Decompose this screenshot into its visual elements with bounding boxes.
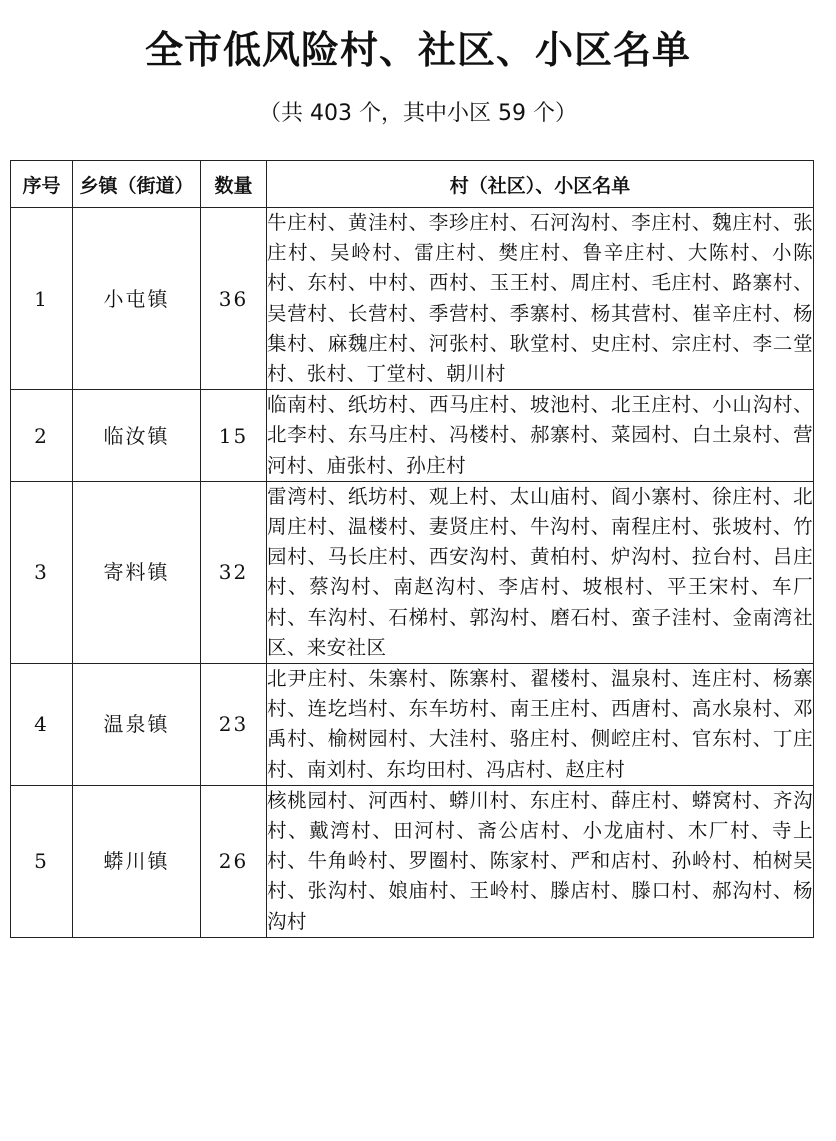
- column-header-index: 序号: [11, 161, 73, 208]
- row-index: 5: [11, 785, 73, 937]
- row-index: 3: [11, 481, 73, 663]
- table-row: [11, 785, 814, 937]
- row-names: 牛庄村、黄洼村、李珍庄村、石河沟村、李庄村、魏庄村、张庄村、吴岭村、雷庄村、樊庄村、鲁辛庄村、大陈村、小陈村、东村、中村、西村、玉王村、周庄村、毛庄村、路寨村、吴营村、长营村、季营村、季寨村、杨其营村、崔辛庄村、杨集村、麻魏庄村、河张村、耿堂村、史庄村、宗庄村、李二堂村、张村、丁堂村、朝川村: [267, 208, 814, 390]
- row-count: 36: [201, 208, 267, 390]
- table-header-row: [11, 161, 814, 208]
- row-town: 临汝镇: [73, 390, 201, 482]
- column-header-names: 村（社区）、小区名单: [267, 161, 814, 208]
- page-subtitle: （共 403 个，其中小区 59 个）: [259, 101, 577, 126]
- page-title: 全市低风险村、社区、小区名单: [144, 28, 691, 72]
- table-row: [11, 208, 814, 390]
- row-town: 寄料镇: [73, 481, 201, 663]
- row-town: 温泉镇: [73, 664, 201, 786]
- row-names: 北尹庄村、朱寨村、陈寨村、翟楼村、温泉村、连庄村、杨寨村、连圪垱村、东车坊村、南王庄村、西唐村、高水泉村、邓禹村、榆树园村、大洼村、骆庄村、侧崆庄村、官东村、丁庄村、南刘村、东均田村、冯店村、赵庄村: [267, 664, 814, 786]
- row-names: 雷湾村、纸坊村、观上村、太山庙村、阎小寨村、徐庄村、北周庄村、温楼村、妻贤庄村、牛沟村、南程庄村、张坡村、竹园村、马长庄村、西安沟村、黄柏村、炉沟村、拉台村、吕庄村、蔡沟村、南赵沟村、李店村、坡根村、平王宋村、车厂村、车沟村、石梯村、郭沟村、磨石村、蛮子洼村、金南湾社区、来安社区: [267, 481, 814, 663]
- row-names: 核桃园村、河西村、蟒川村、东庄村、薛庄村、蟒窝村、齐沟村、戴湾村、田河村、斋公店村、小龙庙村、木厂村、寺上村、牛角岭村、罗圈村、陈家村、严和店村、孙岭村、柏树吴村、张沟村、娘庙村、王岭村、滕店村、滕口村、郝沟村、杨沟村: [267, 785, 814, 937]
- row-town: 小屯镇: [73, 208, 201, 390]
- row-town: 蟒川镇: [73, 785, 201, 937]
- row-count: 15: [201, 390, 267, 482]
- row-names: 临南村、纸坊村、西马庄村、坡池村、北王庄村、小山沟村、北李村、东马庄村、冯楼村、郝寨村、菜园村、白土泉村、营河村、庙张村、孙庄村: [267, 390, 814, 482]
- column-header-count: 数量: [201, 161, 267, 208]
- table-row: [11, 390, 814, 482]
- table-row: [11, 481, 814, 663]
- row-count: 26: [201, 785, 267, 937]
- row-index: 2: [11, 390, 73, 482]
- table-row: [11, 664, 814, 786]
- row-count: 23: [201, 664, 267, 786]
- row-index: 4: [11, 664, 73, 786]
- roster-table: [10, 160, 814, 938]
- column-header-town: 乡镇（街道）: [73, 161, 201, 208]
- row-count: 32: [201, 481, 267, 663]
- row-index: 1: [11, 208, 73, 390]
